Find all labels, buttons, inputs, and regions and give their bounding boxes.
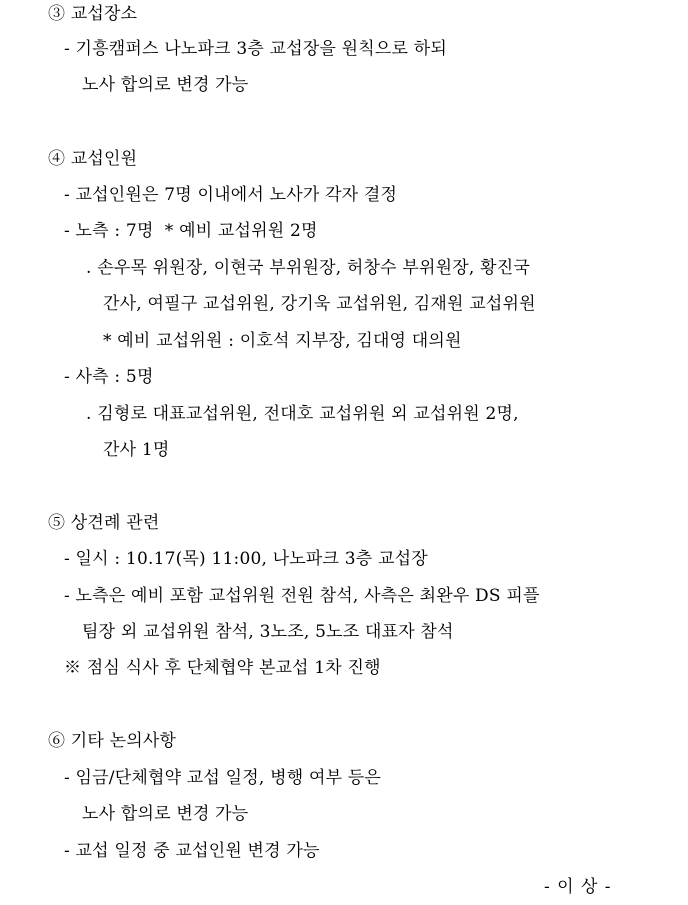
list-item: 간사, 여필구 교섭위원, 강기욱 교섭위원, 김재원 교섭위원 <box>103 294 536 314</box>
section-heading-meeting: ⑤ 상견례 관련 <box>48 513 160 533</box>
note-item: ※ 점심 식사 후 단체협약 본교섭 1차 진행 <box>64 658 381 678</box>
list-item: * 예비 교섭위원 : 이호석 지부장, 김대영 대의원 <box>103 331 462 351</box>
list-item: - 임금/단체협약 교섭 일정, 병행 여부 등은 <box>64 768 382 788</box>
section-heading-location: ③ 교섭장소 <box>48 4 138 24</box>
list-item: . 손우목 위원장, 이현국 부위원장, 허창수 부위원장, 황진국 <box>86 258 530 278</box>
list-item: - 노측 : 7명 * 예비 교섭위원 2명 <box>64 221 318 241</box>
list-item: - 기흥캠퍼스 나노파크 3층 교섭장을 원칙으로 하되 <box>64 39 448 59</box>
list-item: - 교섭인원은 7명 이내에서 노사가 각자 결정 <box>64 185 398 205</box>
list-item: . 김형로 대표교섭위원, 전대호 교섭위원 외 교섭위원 2명, <box>86 404 519 424</box>
section-heading-other: ⑥ 기타 논의사항 <box>48 731 177 751</box>
list-item: - 교섭 일정 중 교섭인원 변경 가능 <box>64 841 320 861</box>
section-heading-members: ④ 교섭인원 <box>48 149 138 169</box>
list-item: - 노측은 예비 포함 교섭위원 전원 참석, 사측은 최완우 DS 피플 <box>64 586 540 606</box>
list-item: 노사 합의로 변경 가능 <box>82 804 249 824</box>
list-item: 노사 합의로 변경 가능 <box>82 75 249 95</box>
list-item: 팀장 외 교섭위원 참석, 3노조, 5노조 대표자 참석 <box>82 622 454 642</box>
end-marker: - 이 상 - <box>544 877 612 897</box>
list-item: - 사측 : 5명 <box>64 367 154 387</box>
list-item: - 일시 : 10.17(목) 11:00, 나노파크 3층 교섭장 <box>64 549 428 569</box>
list-item: 간사 1명 <box>103 440 170 460</box>
